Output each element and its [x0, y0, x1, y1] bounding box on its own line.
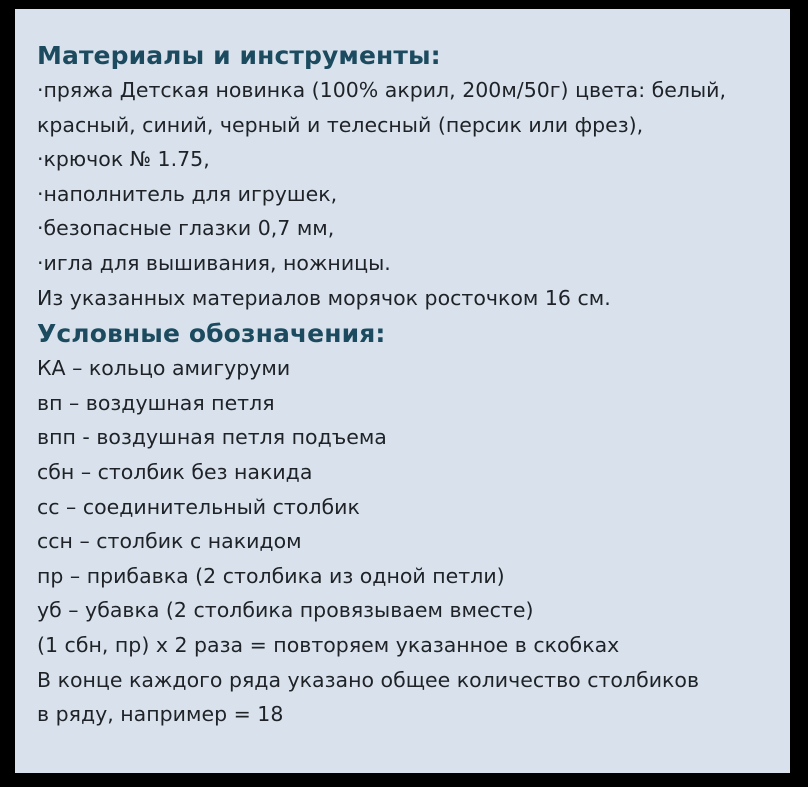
legend-line: пр – прибавка (2 столбика из одной петли): [37, 563, 505, 588]
materials-line: ·наполнитель для игрушек,: [37, 181, 338, 206]
legend-line: КА – кольцо амигуруми: [37, 356, 291, 381]
legend-line: вп – воздушная петля: [37, 390, 275, 415]
legend-line: в ряду, например = 18: [37, 702, 284, 727]
legend-line: впп - воздушная петля подъема: [37, 425, 387, 450]
materials-heading: Материалы и инструменты:: [37, 41, 441, 70]
legend-line: уб – убавка (2 столбика провязываем вместе): [37, 598, 534, 623]
legend-line: сбн – столбик без накида: [37, 459, 313, 484]
materials-line: красный, синий, черный и телесный (персик или фрез),: [37, 112, 644, 137]
legend-heading: Условные обозначения:: [37, 319, 386, 349]
materials-list: [37, 73, 780, 315]
legend-list: [37, 351, 780, 732]
legend-line: (1 сбн, пр) х 2 раза = повторяем указанное в скобках: [37, 632, 620, 657]
text-card: [15, 9, 790, 773]
legend-line: сс – соединительный столбик: [37, 494, 360, 519]
materials-line: ·игла для вышивания, ножницы.: [37, 250, 391, 275]
legend-line: ссн – столбик с накидом: [37, 529, 302, 554]
materials-line: ·пряжа Детская новинка (100% акрил, 200м/50г) цвета: белый,: [37, 78, 727, 102]
materials-line: Из указанных материалов морячок росточком 16 см.: [37, 285, 611, 310]
legend-line: В конце каждого ряда указано общее количество столбиков: [37, 667, 700, 692]
materials-line: ·крючок № 1.75,: [37, 147, 210, 172]
materials-line: ·безопасные глазки 0,7 мм,: [37, 216, 335, 241]
